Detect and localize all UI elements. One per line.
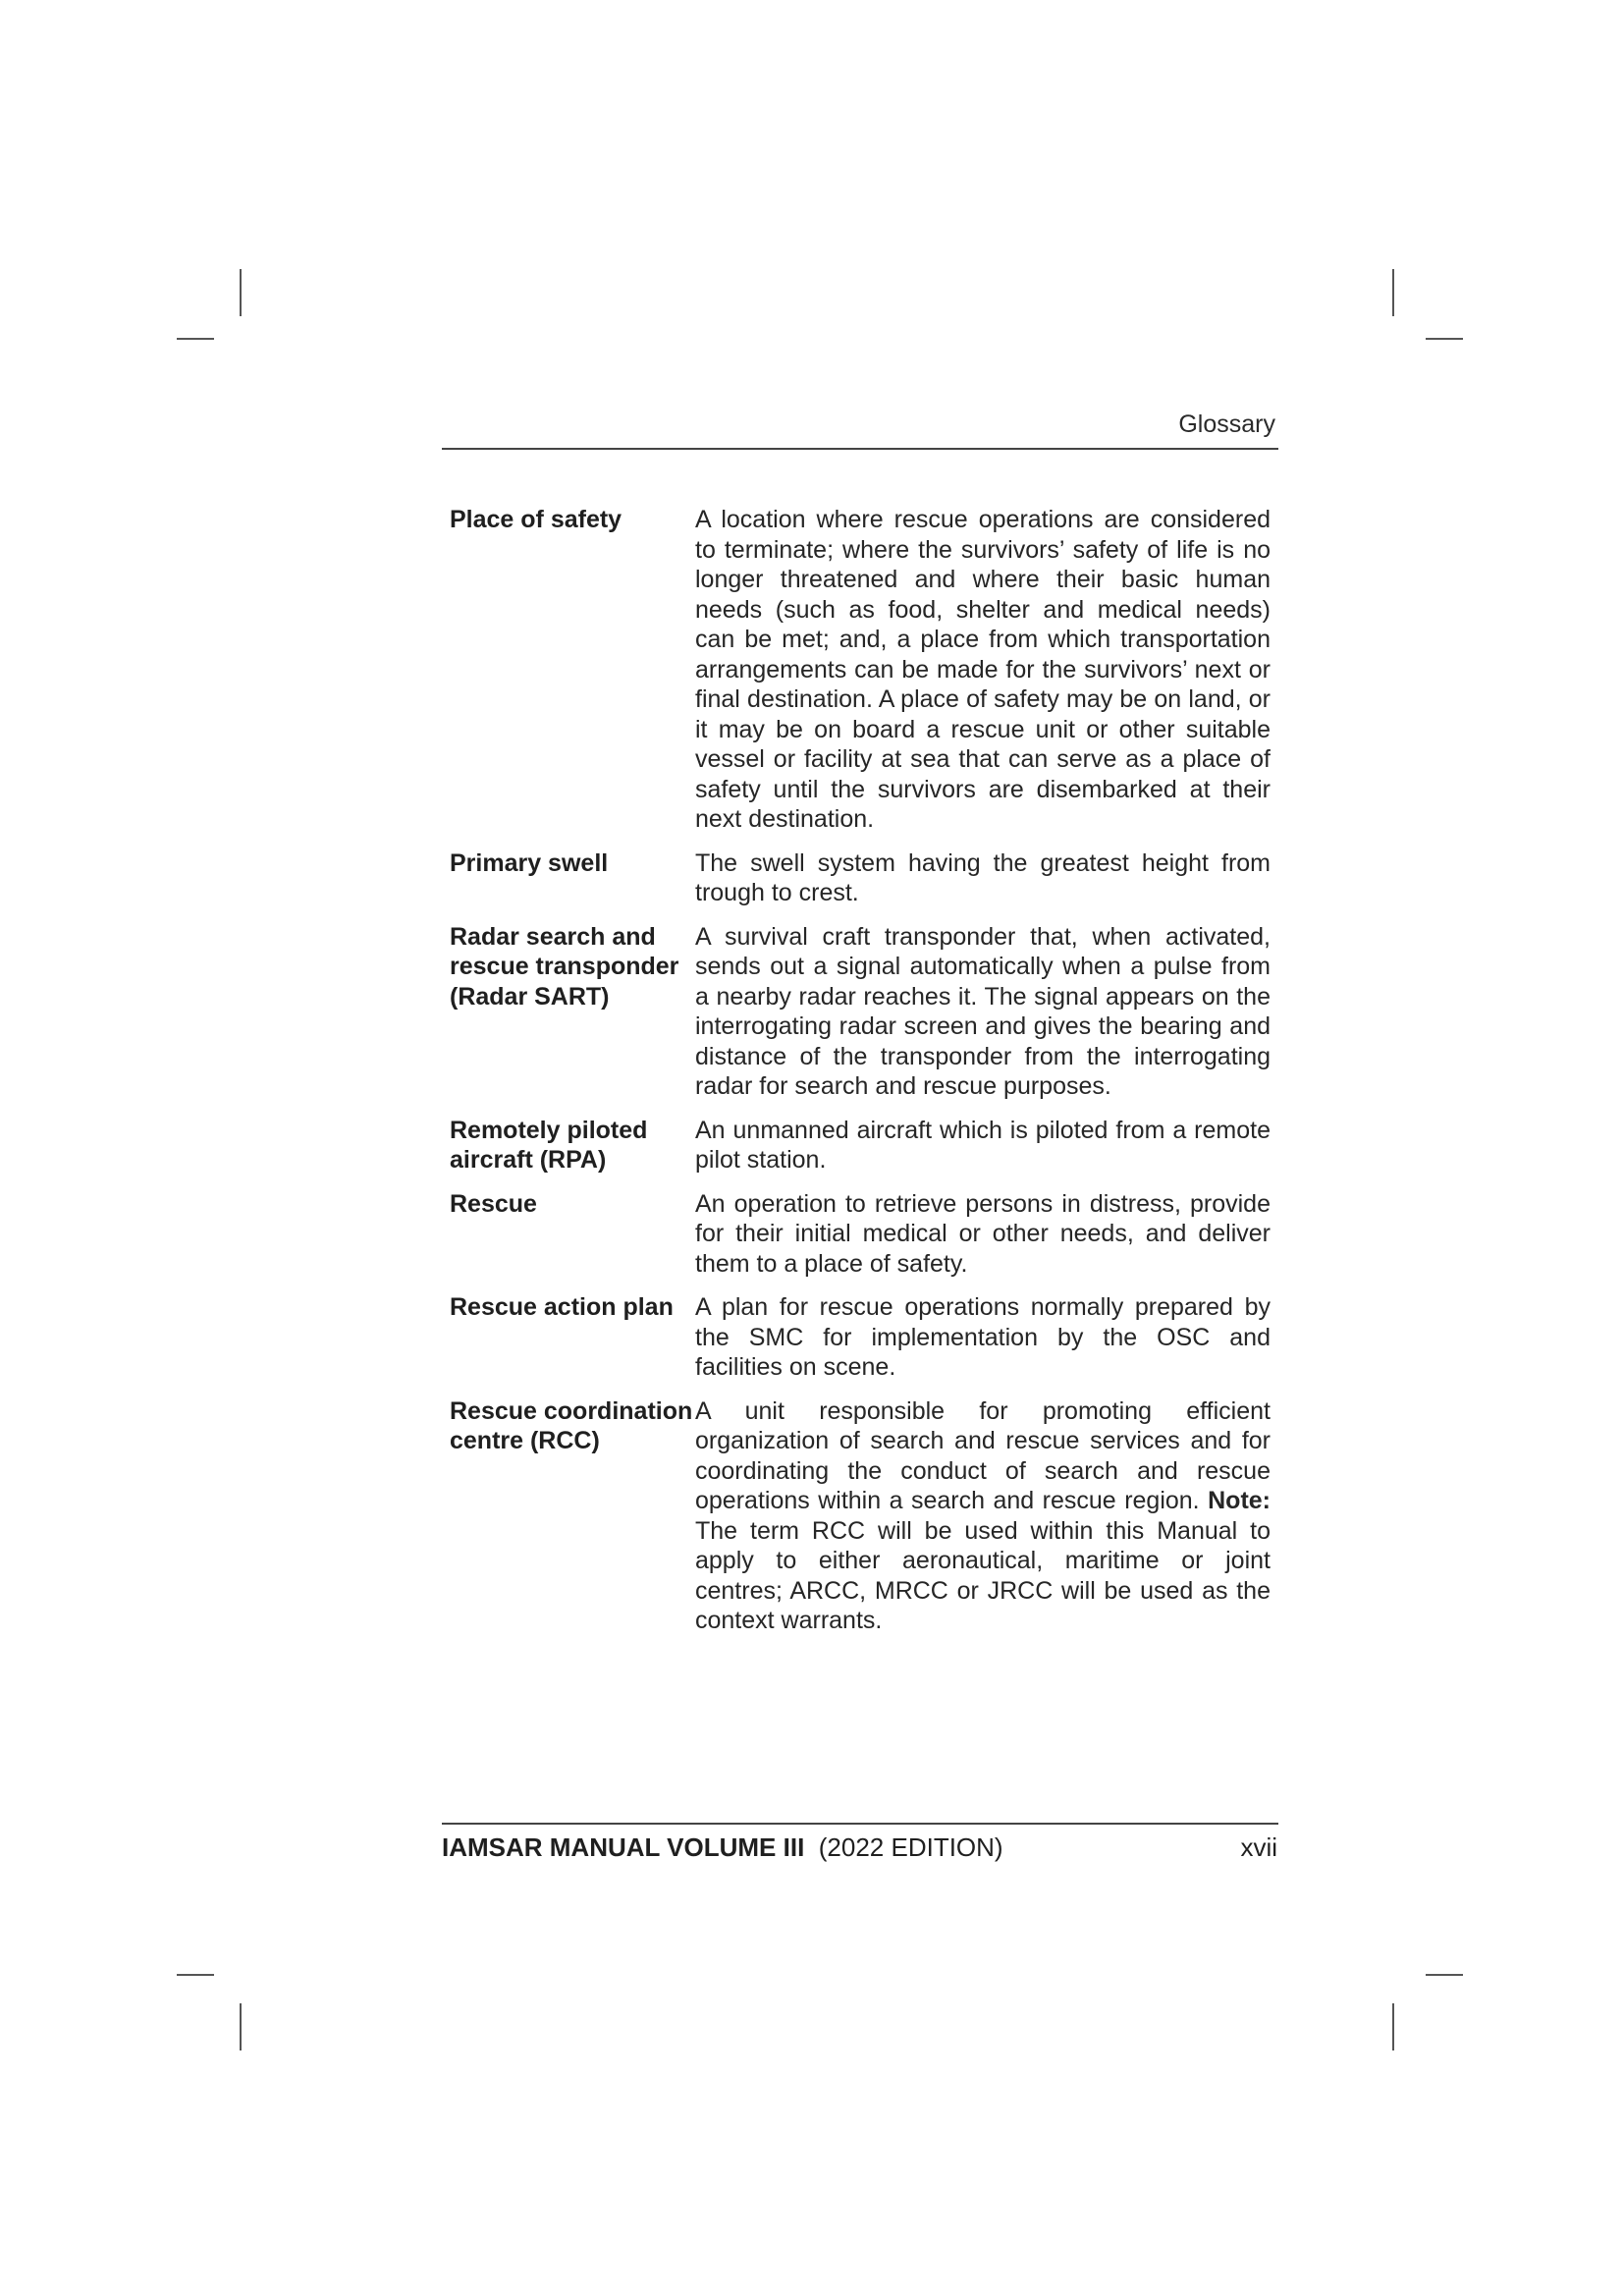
- definition-text: A unit responsible for promoting efficient organization of search and rescue services and for coordinating the conduct of search and rescue operations within a search and rescue region.: [695, 1396, 1271, 1514]
- glossary-term: Rescue coordination centre (RCC): [450, 1396, 693, 1454]
- running-header: Glossary: [1178, 410, 1275, 438]
- glossary-entry: [450, 1292, 1271, 1383]
- glossary-term: Rescue action plan: [450, 1293, 674, 1321]
- glossary-definition: [695, 1396, 1271, 1636]
- glossary-definition: A location where rescue operations are considered to terminate; where the survivors’ safety of life is no longer threatened and where their basic human needs (such as food, shelter and medical needs) can be met; and, a place from which transportation arrangements can be made for the survivors’ next or final destination. A place of safety may be on land, or it may be on board a rescue unit or other suitable vessel or facility at sea that can serve as a place of safety until the survivors are disembarked at their next destination.: [695, 506, 1271, 833]
- glossary-entry: [450, 922, 1271, 1102]
- page-number: xvii: [1240, 1832, 1277, 1862]
- glossary-entry: [450, 1396, 1271, 1636]
- crop-mark-top-right-horizontal: [1426, 338, 1463, 340]
- glossary-definition: The swell system having the greatest height from trough to crest.: [695, 848, 1271, 906]
- glossary-definition: An unmanned aircraft which is piloted from a remote pilot station.: [695, 1116, 1271, 1174]
- glossary-term: Place of safety: [450, 506, 622, 533]
- glossary-term: Primary swell: [450, 848, 609, 877]
- crop-mark-top-left-vertical: [240, 269, 242, 316]
- glossary-definition: A plan for rescue operations normally prepared by the SMC for implementation by the OSC and facilities on scene.: [695, 1293, 1271, 1381]
- glossary-entry: [450, 848, 1271, 908]
- glossary-entry: [450, 505, 1271, 835]
- crop-mark-top-left-horizontal: [177, 338, 214, 340]
- glossary-term: Rescue: [450, 1189, 537, 1218]
- glossary-entry: [450, 1116, 1271, 1175]
- crop-mark-top-right-vertical: [1392, 269, 1394, 316]
- crop-mark-bottom-right-horizontal: [1426, 1974, 1463, 1976]
- glossary-definition: A survival craft transponder that, when activated, sends out a signal automatically when a pulse from a nearby radar reaches it. The signal appears on the interrogating radar screen and gives the bearing and distance of the transponder from the interrogating radar for search and rescue purposes.: [695, 922, 1271, 1100]
- glossary-entry: [450, 1189, 1271, 1280]
- glossary-term: Remotely piloted aircraft (RPA): [450, 1116, 648, 1174]
- footer-title: [442, 1832, 1003, 1863]
- glossary-definition: An operation to retrieve persons in distress, provide for their initial medical or other needs, and deliver them to a place of safety.: [695, 1189, 1271, 1278]
- glossary-list: [450, 505, 1271, 1650]
- footer-edition: (2022 EDITION): [818, 1832, 1003, 1862]
- footer-manual-name: IAMSAR MANUAL VOLUME III: [442, 1832, 805, 1862]
- glossary-term: Radar search and rescue transponder (Radar SART): [450, 922, 679, 1011]
- crop-mark-bottom-left-vertical: [240, 2003, 242, 2050]
- note-text: The term RCC will be used within this Manual to apply to either aeronautical, maritime or joint centres; ARCC, MRCC or JRCC will be used as the context warrants.: [695, 1516, 1271, 1634]
- crop-mark-bottom-left-horizontal: [177, 1974, 214, 1976]
- note-label: Note:: [1208, 1487, 1271, 1514]
- header-rule: [442, 448, 1278, 450]
- crop-mark-bottom-right-vertical: [1392, 2003, 1394, 2050]
- footer-rule: [442, 1823, 1278, 1825]
